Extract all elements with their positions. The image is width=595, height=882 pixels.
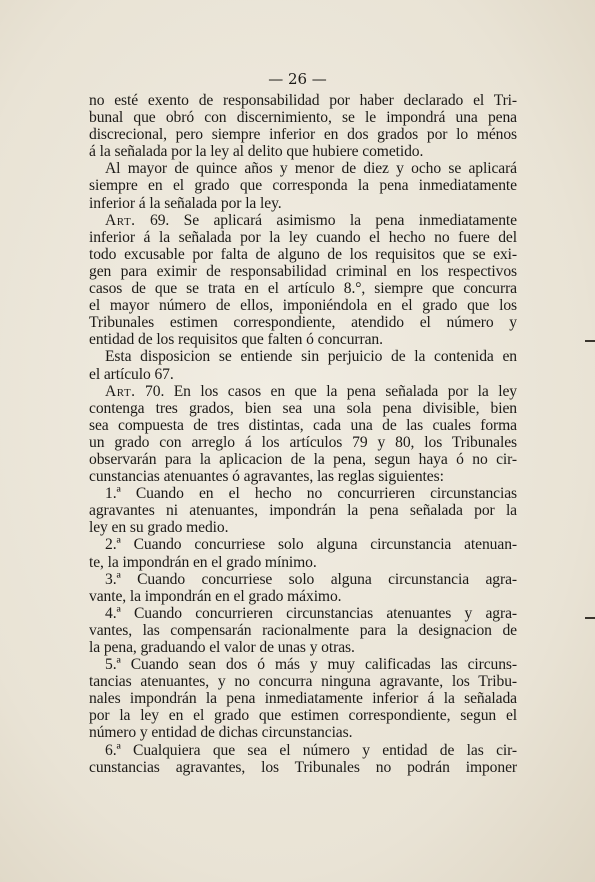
text-line-content: 5.ª Cuando sean dos ó más y muy calificadas las circuns- [105,656,517,674]
text-line [89,195,517,212]
body-text [89,92,517,776]
text-line-content: Al mayor de quince años y menor de diez y ocho se aplicará [105,160,517,178]
text-line [89,588,517,605]
text-line-content: la pena, graduando el valor de unas y otras. [89,639,355,656]
article-label: Art. [105,382,136,400]
text-line [89,571,517,588]
text-line-content: tancias atenuantes, y no concurra ninguna agravante, los Tribu- [89,673,517,691]
text-line [89,724,517,741]
text-line-content: inferior á la señalada por la ley cuando el hecho no fuere del [89,228,517,246]
text-line-content: siempre en el grado que corresponda la pena inmediatamente [89,177,517,195]
text-line [89,348,517,365]
text-line [89,519,517,536]
text-line [89,485,517,502]
text-line-content: sea compuesta de tres distintas, cada una de las cuales forma [89,416,517,434]
text-line [89,690,517,707]
text-line-content: ley en su grado medio. [89,519,229,537]
text-line-content: á la señalada por la ley al delito que hubiere cometido. [89,143,424,161]
text-line [89,331,517,348]
text-line-content: casos de que se trata en el artículo 8.°, siempre que concurra [89,280,517,298]
text-line [89,554,517,571]
text-line-content: 70. En los casos en que la pena señalada por la ley [135,382,517,400]
page-edge-mark [585,340,595,342]
text-line-content: agravantes ni atenuantes, impondrán la pena señalada por la [89,502,517,520]
text-line [89,263,517,280]
text-line-content: cunstancias atenuantes ó agravantes, las reglas siguientes: [89,468,444,486]
text-line-content: Tribunales estimen correspondiente, atendido el número y [89,314,517,332]
text-line [89,177,517,194]
text-line [89,759,517,776]
text-line [89,605,517,622]
text-line [89,280,517,297]
text-line-content: 3.ª Cuando concurriese solo alguna circunstancia agra- [105,570,517,588]
text-line [89,707,517,724]
text-line-content: 1.ª Cuando en el hecho no concurrieren circunstancias [105,485,517,503]
text-line [89,536,517,553]
text-line-content: no esté exento de responsabilidad por haber declarado el Tri- [89,92,517,109]
text-line-content: el mayor número de ellos, imponiéndola en el grado que los [89,297,517,315]
text-line [89,502,517,519]
text-line [89,366,517,383]
text-line-content: 4.ª Cuando concurrieren circunstancias atenuantes y agra- [105,604,517,622]
text-line-content: por la ley en el grado que estimen correspondiente, segun el [89,707,517,725]
text-line-content: inferior á la señalada por la ley. [89,194,282,212]
text-line [89,109,517,126]
text-line-content: 69. Se aplicará asimismo la pena inmediatamente [135,211,517,229]
text-line-content: vante, la impondrán en el grado máximo. [89,587,342,605]
text-line [89,656,517,673]
text-line-content: 6.ª Cualquiera que sea el número y entidad de las cir- [105,741,517,759]
text-line-content: observarán para la aplicacion de la pena, segun haya ó no cir- [89,450,517,468]
text-line [89,160,517,177]
text-line-content: el artículo 67. [89,365,174,383]
text-line [89,126,517,143]
text-line-content: un grado con arreglo á los artículos 79 y 80, los Tribunales [89,433,517,451]
text-line [89,246,517,263]
text-line [89,622,517,639]
page-edge-mark [585,617,595,619]
text-line [89,92,517,109]
text-line-content: bunal que obró con discernimiento, se le impondrá una pena [89,109,517,127]
text-line [89,297,517,314]
text-line-content: número y entidad de dichas circunstancias. [89,724,353,742]
text-line [89,229,517,246]
text-line [89,400,517,417]
text-line-content: cunstancias agravantes, los Tribunales no podrán imponer [89,758,517,776]
text-line-content: vantes, las compensarán racionalmente para la designacion de [89,621,517,639]
text-line-content: Esta disposicion se entiende sin perjuicio de la contenida en [105,348,517,366]
text-line [89,468,517,485]
text-line [89,639,517,656]
text-line-content: todo excusable por falta de alguno de los requisitos que se exi- [89,245,517,263]
text-line-content: entidad de los requisitos que falten ó concurran. [89,331,383,349]
text-line [89,212,517,229]
text-line-content: contenga tres grados, bien sea una sola pena divisible, bien [89,399,517,417]
page-number: — 26 — [268,70,327,88]
text-line [89,451,517,468]
text-line [89,314,517,331]
text-line-content: te, la impondrán en el grado mínimo. [89,553,317,571]
article-label: Art. [105,211,136,229]
text-line [89,434,517,451]
text-line-content: discrecional, pero siempre inferior en dos grados por lo ménos [89,126,517,144]
text-line [89,417,517,434]
text-line [89,143,517,160]
text-line-content: gen para eximir de responsabilidad criminal en los respectivos [89,262,517,280]
text-line-content: nales impondrán la pena inmediatamente inferior á la señalada [89,690,517,708]
text-line [89,742,517,759]
text-line [89,383,517,400]
text-line [89,673,517,690]
text-line-content: 2.ª Cuando concurriese solo alguna circunstancia atenuan- [105,536,517,554]
